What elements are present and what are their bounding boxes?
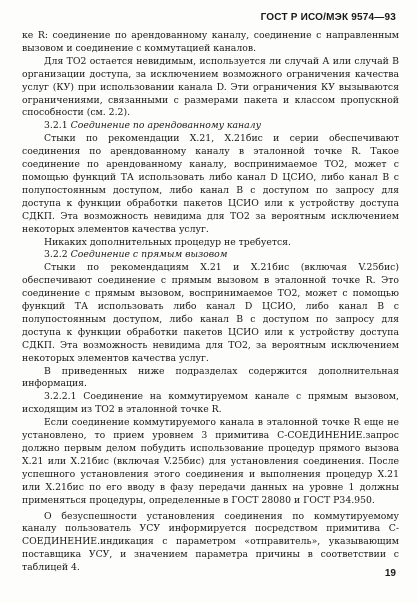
section-number: 3.2.1 (44, 120, 68, 132)
section-title: Соединение с прямым вызовом (70, 249, 228, 261)
page-number: 19 (384, 568, 396, 579)
subsection-heading: 3.2.2.1 Соединение на коммутируемом канале с прямым вызовом, исходящим из ТО2 в эталонной точке R. (22, 391, 399, 416)
paragraph: ке R: соединение по арендованному каналу, соединение с направленным вызовом и соединение с коммутацией каналов. (22, 30, 399, 54)
paragraph: Стыки по рекомендации X.21, X.21бис и серии обеспечивают соединения по арендованному каналу в эталонной точке R. Такое соединение по арендованному каналу, воспринимаемое ТО2, может с помощью функций ТА использовать либо канал D ЦСИО, либо канал В с полупостоянным доступом, либо канал В с доступом по запросу для доступа к функции обработки пакетов ЦСИО или к устройству доступа СДКП. Эта возможность невидима для ТО2 за вероятным исключением некоторых элементов качества услуг. (22, 133, 399, 235)
paragraph: Стыки по рекомендациям X.21 и X.21бис (включая V.25бис) обеспечивают соединение с прямым вызовом в эталонной точке R. Это соединение с прямым вызовом, воспринимаемое ТО2, может с помощью функций ТА использовать либо канал D ЦСИО, либо канал В с полупостоянным доступом, либо канал В с доступом по запросу для доступа к функции обработки пакетов ЦСИО или к устройству доступа СДКП. Эта возможность невидима для ТО2, за вероятным исключением некоторых элементов качества услуг. (22, 262, 399, 364)
paragraph: В приведенных ниже подразделах содержится дополнительная информация. (22, 365, 399, 390)
section-heading (22, 120, 399, 133)
paragraph: Если соединение коммутируемого канала в эталонной точке R еще не установлено, то прием уровнем 3 примитива С-СОЕДИНЕНИЕ.запрос должно первым делом побудить использование процедур прямого вызова X.21 или X.21бис (включая V.25бис) для установления соединения. После успешного установления этого соединения и выполнения процедур X.21 или X.21бис по его вводу в фазу передачи данных на уровне 1 должны применяться процедуры, определенные в ГОСТ 28080 и ГОСТ Р34.950. (22, 417, 399, 506)
section-number: 3.2.2 (44, 249, 68, 261)
section-title: Соединение по арендованному каналу (70, 120, 261, 132)
standard-header: ГОСТ Р ИСО/МЭК 9574—93 (260, 12, 396, 23)
page-body (22, 30, 399, 575)
paragraph: Никаких дополнительных процедур не требуется. (44, 236, 291, 248)
paragraph: Для ТО2 остается невидимым, используется ли случай А или случай В организации доступа, за исключением возможного ограничения качества услуг (КУ) при использовании канала D. Эти ограничения КУ вызываются ограничениями, связанными с размерами пакета и классом пропускной способности (см. 2.2). (22, 55, 399, 119)
section-heading (22, 249, 399, 262)
paragraph: О безуспешности установления соединения по коммутируемому каналу пользователь УСУ информируется посредством примитива С-СОЕДИНЕНИЕ.индикация с параметром «отправитель», указывающим поставщика УСУ, и значением параметра причины в соответствии с таблицей 4. (22, 510, 399, 574)
